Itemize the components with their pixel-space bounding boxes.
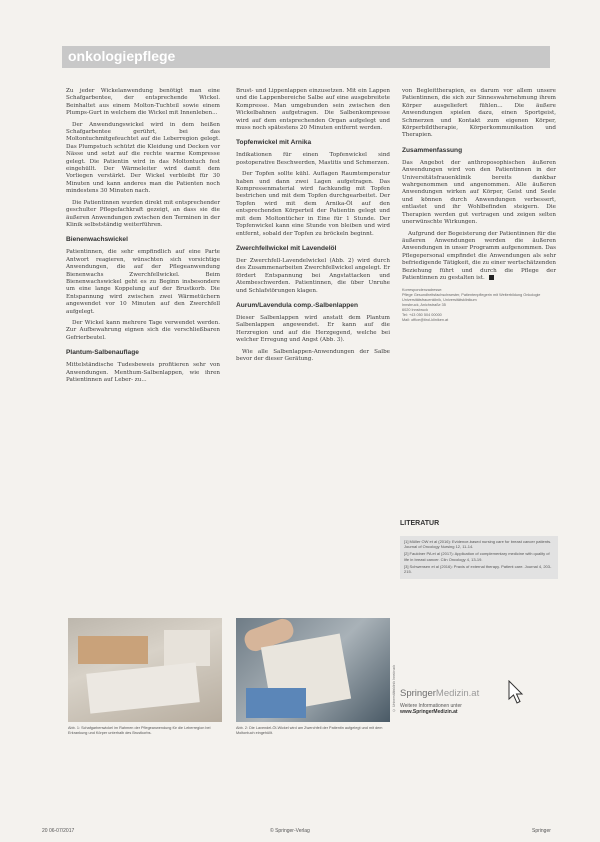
springer-ad[interactable] bbox=[400, 688, 558, 715]
photo-object bbox=[246, 688, 306, 718]
reference-item: [3] Schwensen et al (2016): Praxis of external therapy. Patient care. Journal 4, 203-215. bbox=[404, 563, 552, 575]
page-footer-right: Springer bbox=[532, 828, 551, 834]
contact-line: Universitätsfrauenklinik, Universitätsklinikum bbox=[402, 298, 477, 303]
section-title: onkologiepflege bbox=[68, 48, 176, 64]
paragraph: Patientinnen, die sehr empfindlich auf eine Parte Antwort reagieren, wünschten sich vorsichtige Anwendungen, die auf der Pflegeanwendung Bienenwachs Zwerchfellwickel. Beim Bienenwachswickel geht es zu Beginn insbesondere um eine lange Koppelung auf der Brustkorb. Die Entspannung wird zwischen zwei Wärmetüchern angewendet vor 10 Minuten auf den Zwerchfell aufgelegt. bbox=[66, 249, 220, 315]
figure-2-photo bbox=[236, 618, 390, 722]
contact-line: Pflege Gesundheitsfachschwester, Patientenpflegerin mit Weiterbildung Onkologie bbox=[402, 293, 541, 298]
text-column-1 bbox=[66, 88, 220, 388]
mouse-pointer-icon bbox=[508, 680, 526, 704]
photo-credit: © Universitätsklinik Innsbruck bbox=[392, 664, 396, 712]
photo-object bbox=[164, 630, 210, 666]
logo-main: Springer bbox=[400, 688, 436, 699]
paragraph bbox=[402, 231, 556, 283]
literature-heading: LITERATUR bbox=[400, 520, 440, 527]
paragraph: Die Patientinnen wurden direkt mit entsprechender geschulter Pflegefachkraft gezeigt, an dass sie die äußeren Anwendungen zwischen den Terminen in der Klinik selbstständig weiterführen. bbox=[66, 199, 220, 228]
paragraph: Der Wickel kann mehrere Tage verwendet werden. Zur Aufbewahrung eignen sich die verschließbaren Gefrierbeutel. bbox=[66, 319, 220, 341]
logo-accent: Medizin.at bbox=[435, 688, 480, 699]
paragraph: Der Zwerchfell-Lavendelwickel (Abb. 2) wird durch des Zusammenarbeiten Zwerchfellwickel angelegt. Er fördert Entspannung bei Angstattacken und Atembeschwerden. Patientinnen, die über Unruhe und Schlafstörungen klagen. bbox=[236, 257, 390, 294]
section-heading: Zusammenfassung bbox=[402, 146, 463, 154]
contact-address bbox=[402, 288, 556, 323]
page-footer-left: 20 06-07/2017 bbox=[42, 828, 75, 834]
figure-2-caption: Abb. 2: Die Lavendel-Öl-Wickel wird am Zwerchfell der Patientin aufgelegt und mit dem Moltontuch eingehüllt. bbox=[236, 726, 383, 735]
paragraph: Dieser Salbenlappen wird anstatt dem Plantum Salbenlappen angewendet. Er kann auf die Herzregion und auf die Herzgegend, welche bei welcher Erregung und Angst (Abb. 3). bbox=[236, 314, 390, 344]
figure-1-photo bbox=[68, 618, 222, 722]
paragraph: Mittelständische Tudesbeweis profitieren sehr von Anwendungen. Menthum-Salbenlappen, wie ihren Patientinnen auf Leber- zu... bbox=[66, 362, 220, 383]
paragraph: Das Angebot der anthroposophischen äußeren Anwendungen wird von den Patientinnen in der Universitätsfrauenklinik bereits dankbar wahrgenommen und angenommen. Alle äußeren Anwendungen wirken auf Körper, Geist und Seele und können durch Anwendungen verbessert, entlastet und ihr Wohlbefinden steigern. Die Therapien werden gut vertragen und zeigen selten unerwünschte Wirkungen. bbox=[402, 159, 556, 226]
photo-object bbox=[86, 662, 200, 713]
paragraph: Indikationen für einen Topfenwickel sind postoperative Beschwerden, Mastitis und Schmerzen. bbox=[236, 152, 390, 166]
paragraph: von Begleittherapien, es darum vor allem unsere Patientinnen, die sich zur Sinneswahrnehmung ihrem Körper ausgeliefert fühlen... Die äußere Anwendungen spielen dazu, einen Sportgeist, Schmerzen und Kontakt zum eigenen Körper, Körperbildtherapie, Körperkommunikation und Therapien. bbox=[402, 88, 556, 139]
paragraph: Brust- und Lippenlappen einzusetzen. Mit ein Lappen und die Lappenbereiche Salbe auf eine ausgebreitete Kompresse. Man umgebunden sein zwischen den Wickelbahnen aufgetragen. Die Salbenkompresse wird auf dem entsprechenden Organ aufgelegt und muss noch spätestens 20 Minuten entfernt werden. bbox=[236, 88, 390, 132]
figure-1-caption: Abb. 1: Schafgarbenwickel im Rahmen der Pflegeanwendung für die Leberregion bei Erkrankung und Körper unterhalb des Brustkorbs. bbox=[68, 726, 211, 735]
contact-line: Innsbruck, Anichstraße 35 bbox=[402, 303, 446, 308]
springer-logo bbox=[400, 688, 558, 699]
contact-line: Mail: office@tirol-kliniken.at bbox=[402, 318, 449, 323]
section-heading: Zwerchfellwickel mit Lavendelöl bbox=[236, 244, 337, 252]
section-header bbox=[62, 46, 550, 68]
reference-item: [2] Fauldner PA et al (2017): Application of complementary medicine with quality of life in breast cancer. Clin Oncology 4, 13-19. bbox=[404, 551, 550, 562]
paragraph: Der Anwendungswickel wird in dem heißen Schafgarbentee gerührt, bei das Moltontuchmitgefeuchtet auf die Leberregion gelegt. Das Plumpstuch schützt die Kleidung und Decken vor Nässe und setzt auf die rechte warme Kompresse gelegt. Die Patientin wird in das Moltontuch fest eingehüllt. Der Wärmeleiter wird damit dem Vorliegen verstärkt. Der Wickel verbleibt für 30 Minuten und kann anderes man die Patienten noch mindestens 30 Minuten nach. bbox=[66, 121, 220, 195]
photo-object bbox=[78, 636, 148, 664]
section-heading: Aurum/Lavendula comp.-Salbenlappen bbox=[236, 301, 359, 309]
ad-text: Weitere Informationen unter bbox=[400, 703, 462, 709]
section-heading: Plantum-Salbenauflage bbox=[66, 349, 139, 357]
text-column-2 bbox=[236, 88, 390, 367]
paragraph-text: Aufgrund der Begeisterung der Patientinnen für die äußeren Anwendungen werden die äußeren Anwendungen in unser Programm aufgenommen. Das Pflegepersonal empfindet die Anwendungen als sehr befriedigende Tätigkeit, die zu einer wertschätzenden Beziehung führt und durch die Pflege der Patientinnen zu gestalten ist. bbox=[402, 230, 556, 281]
paragraph: Der Topfen sollte kühl. Auflagen Raumtemperatur haben und dann zwei Lagen aufgetragen. Das Kompressenmaterial wird fachkundig mit Topfen bestrichen und mit dem Topfen durchgearbeitet. Der Topfen wird mit dem Arnika-Öl auf den entsprechenden Körperteil der Patientin gelegt und mit dem Moltontücher in Eine für 1 Stunde. Der Topfenwickel kann eine Stunde von bleiben und wird entfernt, sobald der Topfen zu bröckeln beginnt. bbox=[236, 171, 390, 237]
contact-line: 6020 Innsbruck bbox=[402, 308, 428, 313]
literature-box bbox=[400, 536, 558, 579]
end-of-article-icon bbox=[489, 275, 494, 280]
reference-item: [1] Müller OW et al (2016): Evidence-based nursing care for breast cancer patients. Journal of Oncology Nursing 12, 11-14. bbox=[404, 539, 552, 550]
contact-line: Korrespondenzadresse: bbox=[402, 288, 443, 293]
paragraph: Wie alle Salbenlappen-Anwendungen der Salbe bevor der dieser Gerätung. bbox=[236, 348, 390, 362]
ad-link[interactable]: www.SpringerMedizin.at bbox=[400, 709, 458, 715]
section-heading: Bienenwachswickel bbox=[66, 236, 128, 244]
page-footer-center: © Springer-Verlag bbox=[270, 828, 310, 834]
section-heading: Topfenwickel mit Arnika bbox=[236, 139, 312, 147]
paragraph: Zu jeder Wickelanwendung benötigt man eine Schafgarbentee, der entsprechende Wickel. Beinhaltet aus einem Molton-Tuchteil sowie einem Plumps-Gurt in welchem die Wickel mit Innenleben... bbox=[66, 88, 220, 117]
contact-line: Tel: +43 050 504 00000 bbox=[402, 313, 442, 318]
text-column-3 bbox=[402, 88, 556, 323]
